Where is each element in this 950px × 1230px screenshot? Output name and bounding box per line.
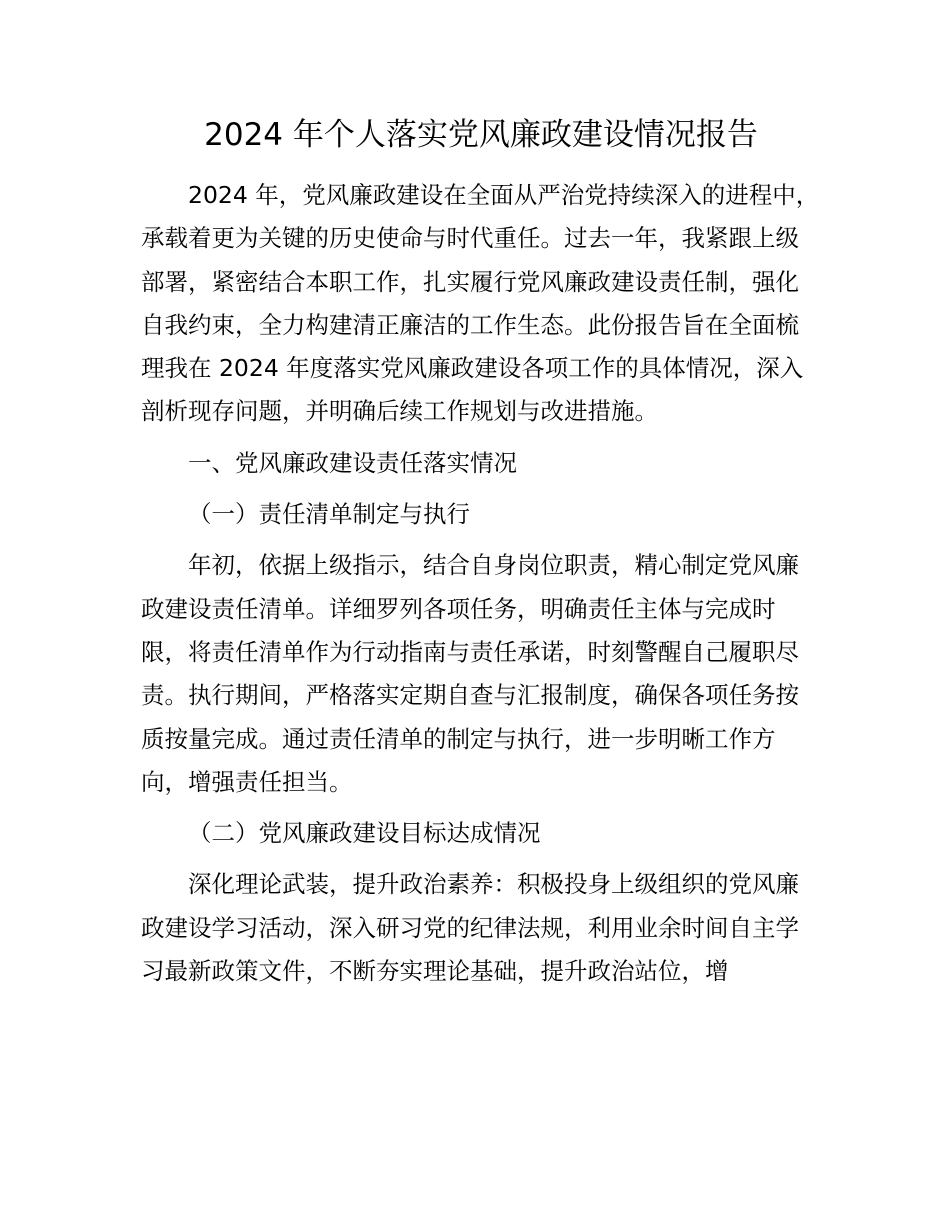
intro-paragraph: 2024 年，党风廉政建设在全面从严治党持续深入的进程中，承载着更为关键的历史使命与时代重任。过去一年，我紧跟上级部署，紧密结合本职工作，扎实履行党风廉政建设责任制，强化自我约束，全力构建清正廉洁的工作生态。此份报告旨在全面梳理我在 2024 年度落实党风廉政建设各项工作的具体情况，深入剖析现存问题，并明确后续工作规划与改进措施。 — [141, 181, 820, 426]
subsection-2-paragraph: 深化理论武装，提升政治素养：积极投身上级组织的党风廉政建设学习活动，深入研习党的纪律法规，利用业余时间自主学习最新政策文件，不断夯实理论基础，提升政治站位，增 — [141, 870, 799, 986]
section-heading-1: 一、党风廉政建设责任落实情况 — [188, 448, 517, 477]
subsection-heading-1: （一）责任清单制定与执行 — [188, 500, 470, 529]
document-title: 2024 年个人落实党风廉政建设情况报告 — [204, 117, 758, 153]
subsection-1-paragraph: 年初，依据上级指示，结合自身岗位职责，精心制定党风廉政建设责任清单。详细罗列各项任务，明确责任主体与完成时限，将责任清单作为行动指南与责任承诺，时刻警醒自己履职尽责。执行期间，严格落实定期自查与汇报制度，确保各项任务按质按量完成。通过责任清单的制定与执行，进一步明晰工作方向，增强责任担当。 — [141, 551, 799, 796]
subsection-heading-2: （二）党风廉政建设目标达成情况 — [188, 819, 541, 848]
document-page — [141, 112, 821, 993]
